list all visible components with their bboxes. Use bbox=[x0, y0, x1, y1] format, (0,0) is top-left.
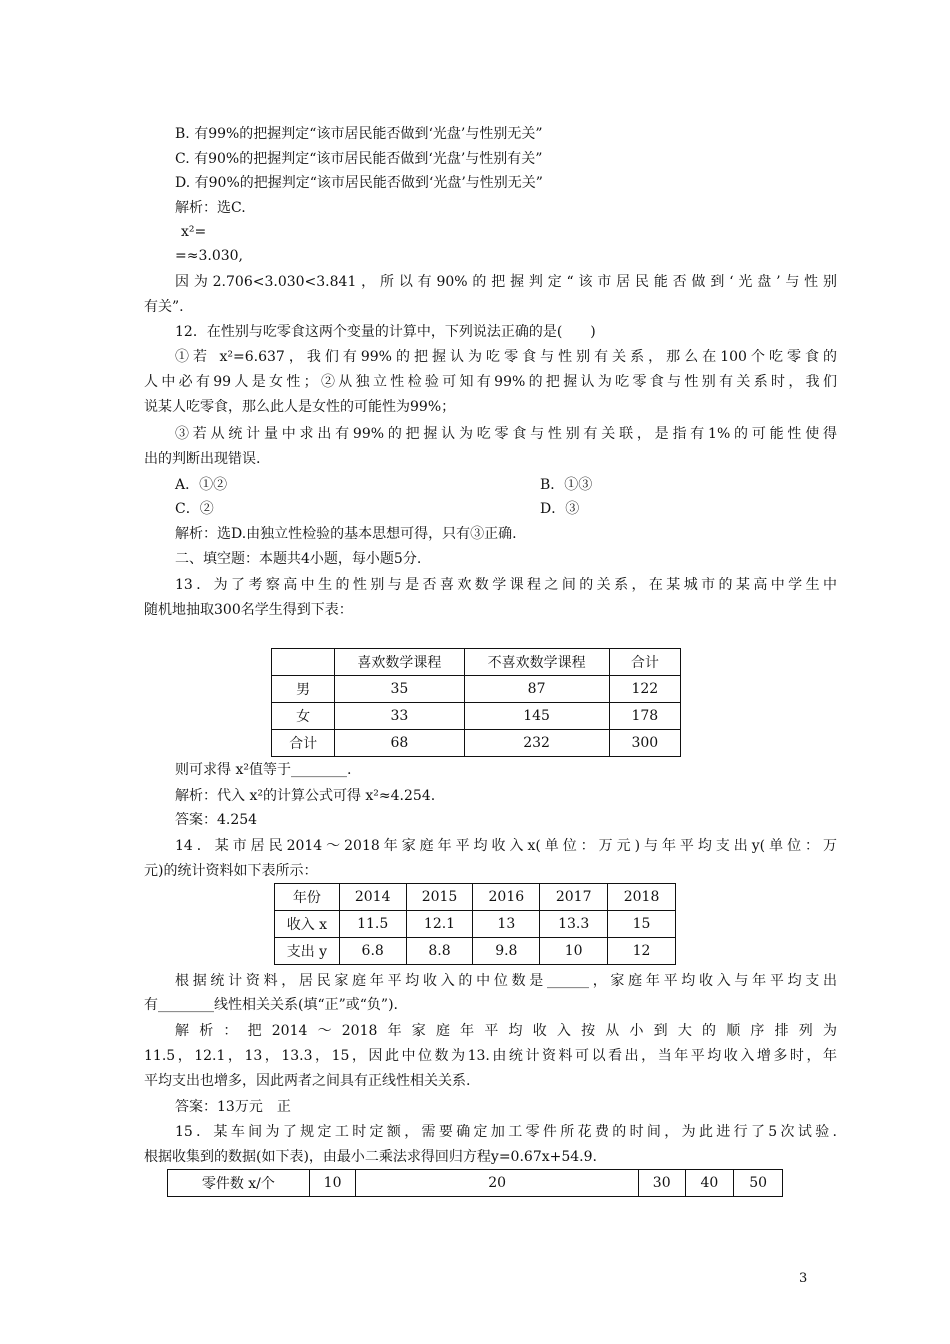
q12-option-a: A．①② bbox=[175, 477, 228, 493]
q13-contingency-table bbox=[271, 648, 681, 757]
q14-solution-line2: 11.5，12.1，13，13.3，15，因此中位数为13.由统计资料可以看出，当年平均收入增多时，年 bbox=[144, 1048, 837, 1064]
q15-parts-table bbox=[167, 1169, 783, 1197]
table-cell: 不喜欢数学课程 bbox=[464, 649, 609, 676]
q13-solution: 解析：代入 x²的计算公式可得 x²≈4.254. bbox=[175, 788, 436, 804]
table-cell: 15 bbox=[608, 911, 676, 938]
q12-statement3-line1: ③若从统计量中求出有99%的把握认为吃零食与性别有关联，是指有1%的可能性使得 bbox=[175, 426, 837, 442]
table-cell: 喜欢数学课程 bbox=[335, 649, 464, 676]
q13-answer: 答案：4.254 bbox=[175, 812, 258, 828]
table-cell bbox=[272, 649, 335, 676]
table-cell: 合计 bbox=[272, 730, 335, 757]
q12-option-d: D．③ bbox=[540, 501, 580, 517]
q15-stem-line1: 15．某车间为了规定工时定额，需要确定加工零件所花费的时间，为此进行了5次试验. bbox=[175, 1124, 837, 1140]
table-cell: 30 bbox=[638, 1170, 685, 1197]
table-cell: 合计 bbox=[609, 649, 680, 676]
q12-statement2-line: 人中必有99人是女性；②从独立性检验可知有99%的把握认为吃零食与性别有关系时，我们 bbox=[144, 374, 837, 390]
table-cell: 178 bbox=[609, 703, 680, 730]
chi-square-formula: x²= bbox=[181, 224, 207, 240]
table-cell: 9.8 bbox=[473, 938, 540, 965]
table-cell: 零件数 x/个 bbox=[168, 1170, 310, 1197]
q12-stem: 12．在性别与吃零食这两个变量的计算中，下列说法正确的是( ) bbox=[175, 324, 596, 340]
table-cell: 122 bbox=[609, 676, 680, 703]
table-row bbox=[272, 676, 681, 703]
table-cell: 35 bbox=[335, 676, 464, 703]
table-cell: 6.8 bbox=[339, 938, 406, 965]
page-number: 3 bbox=[799, 1271, 808, 1286]
table-cell: 10 bbox=[309, 1170, 356, 1197]
table-cell: 13 bbox=[473, 911, 540, 938]
q14-solution-line3: 平均支出也增多，因此两者之间具有正线性相关关系. bbox=[144, 1073, 471, 1089]
q14-statistics-table bbox=[274, 883, 676, 965]
table-cell: 300 bbox=[609, 730, 680, 757]
q12-option-b: B．①③ bbox=[540, 477, 593, 493]
q13-stem-line2: 随机地抽取300名学生得到下表： bbox=[144, 602, 353, 618]
table-row bbox=[275, 938, 676, 965]
table-row bbox=[275, 911, 676, 938]
table-cell: 男 bbox=[272, 676, 335, 703]
table-cell: 2015 bbox=[406, 884, 473, 911]
q12-option-c: C．② bbox=[175, 501, 214, 517]
q14-question-line2: 有________线性相关关系(填“正”或“负”). bbox=[144, 997, 399, 1013]
q12-statement2-line2: 说某人吃零食，那么此人是女性的可能性为99%； bbox=[144, 399, 456, 415]
option-d-line: D. 有90%的把握判定“该市居民能否做到‘光盘’与性别无关” bbox=[175, 175, 543, 191]
table-cell: 10 bbox=[540, 938, 608, 965]
q11-solution: 解析：选C. bbox=[175, 200, 246, 216]
chi-square-value: =≈3.030, bbox=[175, 248, 243, 264]
q14-stem-line1: 14．某市居民2014～2018年家庭年平均收入x(单位：万元)与年平均支出y(单位：万 bbox=[175, 838, 837, 854]
table-row bbox=[168, 1170, 783, 1197]
table-cell: 年份 bbox=[275, 884, 340, 911]
table-cell: 20 bbox=[356, 1170, 638, 1197]
table-cell: 232 bbox=[464, 730, 609, 757]
q12-statement1-line1: ①若 x²=6.637，我们有99%的把握认为吃零食与性别有关系，那么在100个吃零食的 bbox=[175, 349, 837, 365]
table-cell: 50 bbox=[734, 1170, 783, 1197]
table-cell: 40 bbox=[685, 1170, 734, 1197]
table-cell: 12.1 bbox=[406, 911, 473, 938]
table-cell: 11.5 bbox=[339, 911, 406, 938]
table-row bbox=[272, 703, 681, 730]
table-cell: 女 bbox=[272, 703, 335, 730]
q14-stem-line2: 元)的统计资料如下表所示： bbox=[144, 863, 318, 879]
table-cell: 2017 bbox=[540, 884, 608, 911]
q12-statement3-line2: 出的判断出现错误. bbox=[144, 451, 261, 467]
table-cell: 收入 x bbox=[275, 911, 340, 938]
table-cell: 2014 bbox=[339, 884, 406, 911]
q11-reason-line2: 有关”. bbox=[144, 299, 184, 315]
table-cell: 2018 bbox=[608, 884, 676, 911]
q14-question-line1: 根据统计资料，居民家庭年平均收入的中位数是______，家庭年平均收入与年平均支出 bbox=[175, 973, 837, 989]
q13-question: 则可求得 x²值等于________. bbox=[175, 762, 352, 778]
table-cell: 13.3 bbox=[540, 911, 608, 938]
q15-stem-line2: 根据收集到的数据(如下表)，由最小二乘法求得回归方程y=0.67x+54.9. bbox=[144, 1149, 597, 1165]
q12-solution: 解析：选D.由独立性检验的基本思想可得，只有③正确. bbox=[175, 526, 517, 542]
option-b-line: B. 有99%的把握判定“该市居民能否做到‘光盘’与性别无关” bbox=[175, 126, 543, 142]
table-cell: 33 bbox=[335, 703, 464, 730]
table-cell: 支出 y bbox=[275, 938, 340, 965]
q13-stem-line1: 13．为了考察高中生的性别与是否喜欢数学课程之间的关系，在某城市的某高中学生中 bbox=[175, 577, 837, 593]
q14-solution-line1: 解析：把2014～2018年家庭年平均收入按从小到大的顺序排列为 bbox=[175, 1023, 837, 1039]
table-cell: 87 bbox=[464, 676, 609, 703]
table-cell: 145 bbox=[464, 703, 609, 730]
table-row bbox=[275, 884, 676, 911]
table-row bbox=[272, 649, 681, 676]
option-c-line: C. 有90%的把握判定“该市居民能否做到‘光盘’与性别有关” bbox=[175, 151, 543, 167]
table-cell: 2016 bbox=[473, 884, 540, 911]
table-cell: 8.8 bbox=[406, 938, 473, 965]
table-cell: 12 bbox=[608, 938, 676, 965]
section-two-heading: 二、填空题：本题共4小题，每小题5分. bbox=[175, 551, 422, 567]
q14-answer: 答案：13万元 正 bbox=[175, 1099, 291, 1115]
table-row bbox=[272, 730, 681, 757]
q11-reason-line1: 因为2.706<3.030<3.841，所以有90%的把握判定“该市居民能否做到‘光盘’与性别 bbox=[175, 274, 837, 290]
table-cell: 68 bbox=[335, 730, 464, 757]
